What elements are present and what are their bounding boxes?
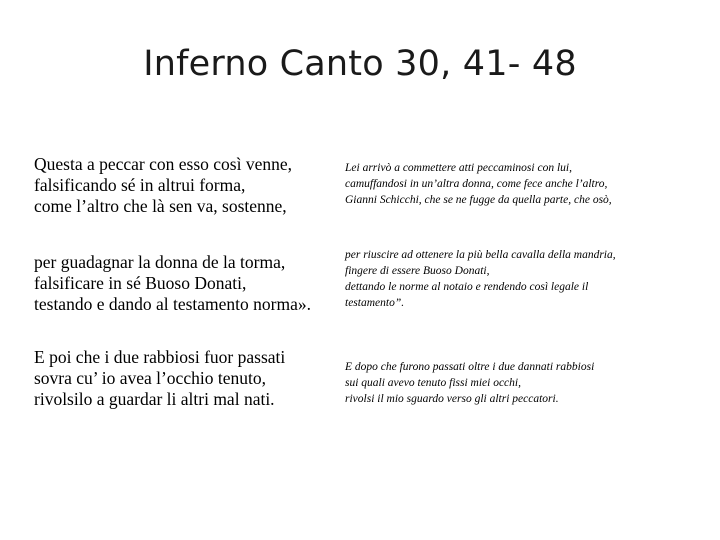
paraphrase-line: dettando le norme al notaio e rendendo così legale il: [345, 281, 589, 293]
original-line: E poi che i due rabbiosi fuor passati: [34, 347, 286, 367]
paraphrase-stanza-1: [345, 160, 715, 208]
original-line: rivolsilo a guardar li altri mal nati.: [34, 389, 275, 409]
original-line: falsificare in sé Buoso Donati,: [34, 273, 247, 293]
paraphrase-line: testamento”.: [345, 297, 405, 309]
paraphrase-line: rivolsi il mio sguardo verso gli altri peccatori.: [345, 393, 559, 405]
original-line: testando e dando al testamento norma».: [34, 294, 312, 314]
paraphrase-line: sui quali avevo tenuto fissi miei occhi,: [345, 377, 521, 389]
original-line: falsificando sé in altrui forma,: [34, 175, 246, 195]
paraphrase-line: Gianni Schicchi, che se ne fugge da quella parte, che osò,: [345, 194, 612, 206]
paraphrase-line: fingere di essere Buoso Donati,: [345, 265, 490, 277]
paraphrase-line: E dopo che furono passati oltre i due dannati rabbiosi: [345, 361, 595, 373]
original-stanza-3: [34, 347, 344, 410]
paraphrase-stanza-3: [345, 359, 715, 407]
original-line: Questa a peccar con esso così venne,: [34, 154, 293, 174]
original-stanza-1: [34, 154, 344, 217]
page-title: Inferno Canto 30, 41- 48: [143, 44, 577, 84]
original-line: come l’altro che là sen va, sostenne,: [34, 196, 287, 216]
original-stanza-2: [34, 252, 344, 315]
paraphrase-line: per riuscire ad ottenere la più bella cavalla della mandria,: [345, 249, 616, 261]
paraphrase-stanza-2: [345, 247, 715, 311]
paraphrase-line: camuffandosi in un’altra donna, come fece anche l’altro,: [345, 178, 608, 190]
original-line: sovra cu’ io avea l’occhio tenuto,: [34, 368, 266, 388]
paraphrase-line: Lei arrivò a commettere atti peccaminosi con lui,: [345, 162, 572, 174]
original-line: per guadagnar la donna de la torma,: [34, 252, 286, 272]
